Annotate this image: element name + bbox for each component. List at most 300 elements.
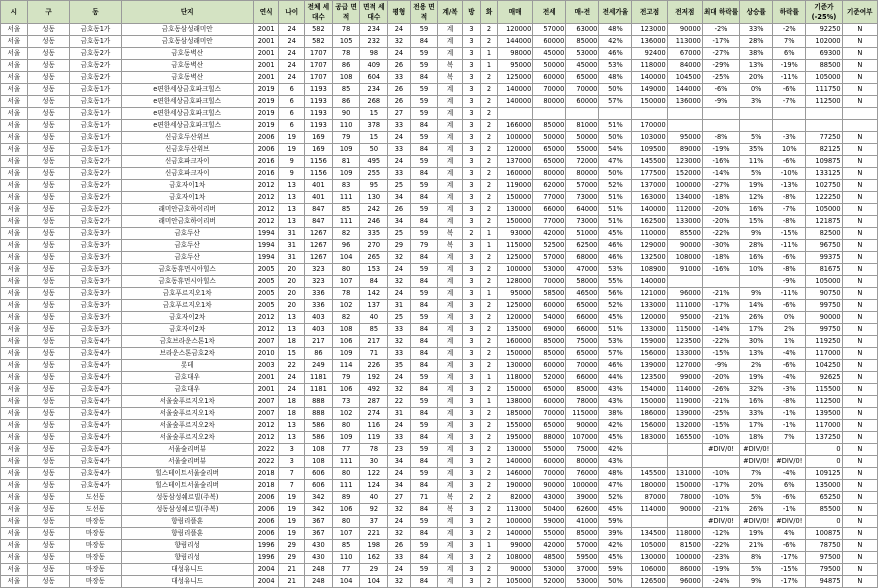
table-cell[interactable]: 150000 xyxy=(498,216,533,228)
table-cell[interactable]: 1156 xyxy=(305,168,333,180)
table-cell[interactable]: 2 xyxy=(481,516,498,528)
table-cell[interactable]: 77 xyxy=(332,564,360,576)
table-cell[interactable]: -26% xyxy=(702,384,739,396)
table-cell[interactable]: 96 xyxy=(332,240,360,252)
table-cell[interactable]: 성동 xyxy=(27,96,70,108)
table-cell[interactable]: 금호동2가 xyxy=(70,72,121,84)
table-cell[interactable]: 65000 xyxy=(533,144,566,156)
table-cell[interactable]: 47000 xyxy=(566,264,599,276)
table-cell[interactable]: 33% xyxy=(740,408,773,420)
table-cell[interactable]: 성동 xyxy=(27,48,70,60)
table-cell[interactable]: 102000 xyxy=(806,36,842,48)
table-cell[interactable]: 33 xyxy=(388,432,410,444)
table-cell[interactable]: 3 xyxy=(462,408,480,420)
table-cell[interactable]: 서울숲푸르지오1차 xyxy=(121,408,253,420)
table-cell[interactable]: 계 xyxy=(438,408,463,420)
table-cell[interactable]: 계 xyxy=(438,576,463,588)
table-cell[interactable] xyxy=(806,120,842,132)
table-cell[interactable]: 16% xyxy=(740,252,773,264)
table-cell[interactable]: 금호동4가 xyxy=(70,360,121,372)
table-cell[interactable]: 59 xyxy=(410,468,438,480)
table-cell[interactable]: 2 xyxy=(481,264,498,276)
table-cell[interactable]: N xyxy=(842,96,877,108)
table-cell[interactable]: 서울 xyxy=(1,180,28,192)
table-cell[interactable]: 97500 xyxy=(806,552,842,564)
table-cell[interactable]: 57000 xyxy=(566,180,599,192)
table-cell[interactable]: -17% xyxy=(773,576,806,588)
table-cell[interactable]: 430 xyxy=(305,540,333,552)
table-cell[interactable]: 79 xyxy=(332,372,360,384)
table-cell[interactable]: 서울 xyxy=(1,228,28,240)
table-cell[interactable]: 1707 xyxy=(305,72,333,84)
table-cell[interactable]: N xyxy=(842,564,877,576)
table-cell[interactable]: 19% xyxy=(740,528,773,540)
table-cell[interactable]: 78000 xyxy=(566,396,599,408)
table-cell[interactable]: 32% xyxy=(740,384,773,396)
table-cell[interactable]: 성동 xyxy=(27,444,70,456)
table-cell[interactable]: 계 xyxy=(438,144,463,156)
table-cell[interactable]: 52000 xyxy=(533,372,566,384)
table-cell[interactable]: 2 xyxy=(481,480,498,492)
table-cell[interactable]: 2% xyxy=(773,324,806,336)
table-cell[interactable]: 13% xyxy=(740,348,773,360)
table-cell[interactable]: N xyxy=(842,408,877,420)
table-cell[interactable]: 37000 xyxy=(566,564,599,576)
table-cell[interactable]: 92 xyxy=(360,504,388,516)
table-cell[interactable] xyxy=(702,456,739,468)
table-cell[interactable]: -21% xyxy=(702,504,739,516)
table-cell[interactable]: 26% xyxy=(740,312,773,324)
table-cell[interactable]: 90000 xyxy=(533,480,566,492)
table-cell[interactable]: 70000 xyxy=(533,84,566,96)
table-cell[interactable]: 성동 xyxy=(27,492,70,504)
table-cell[interactable]: 47% xyxy=(599,156,632,168)
table-cell[interactable]: 62600 xyxy=(566,504,599,516)
table-cell[interactable]: 115000 xyxy=(667,324,702,336)
table-cell[interactable]: 140000 xyxy=(498,84,533,96)
table-cell[interactable]: 계 xyxy=(438,528,463,540)
table-cell[interactable]: 104 xyxy=(332,252,360,264)
table-cell[interactable]: 105 xyxy=(332,36,360,48)
table-cell[interactable]: 95000 xyxy=(498,288,533,300)
table-cell[interactable]: 109 xyxy=(332,348,360,360)
table-cell[interactable]: 3 xyxy=(462,192,480,204)
table-cell[interactable]: 106000 xyxy=(632,564,667,576)
table-cell[interactable]: 3 xyxy=(462,264,480,276)
table-cell[interactable]: 계 xyxy=(438,168,463,180)
table-cell[interactable]: 217 xyxy=(360,336,388,348)
table-cell[interactable]: 29 xyxy=(279,540,305,552)
table-cell[interactable]: 53% xyxy=(599,60,632,72)
table-cell[interactable]: 133000 xyxy=(667,216,702,228)
table-cell[interactable]: 금호동1가 xyxy=(70,96,121,108)
table-cell[interactable]: 래미안금호하이리버 xyxy=(121,204,253,216)
table-cell[interactable]: 111 xyxy=(332,456,360,468)
table-cell[interactable]: 금호푸르지오1차 xyxy=(121,300,253,312)
table-cell[interactable]: 52% xyxy=(599,180,632,192)
table-cell[interactable]: 서울 xyxy=(1,516,28,528)
table-cell[interactable]: 신금호두산위브 xyxy=(121,132,253,144)
table-cell[interactable]: 금호브라운스톤1차 xyxy=(121,336,253,348)
table-cell[interactable]: N xyxy=(842,336,877,348)
table-cell[interactable] xyxy=(667,120,702,132)
table-cell[interactable]: N xyxy=(842,516,877,528)
table-cell[interactable]: 847 xyxy=(305,216,333,228)
table-cell[interactable]: 서울 xyxy=(1,492,28,504)
table-cell[interactable]: 서울 xyxy=(1,84,28,96)
table-cell[interactable]: 111 xyxy=(332,192,360,204)
table-cell[interactable]: 2001 xyxy=(253,36,279,48)
table-cell[interactable]: 111 xyxy=(332,216,360,228)
table-cell[interactable]: 34 xyxy=(388,192,410,204)
table-cell[interactable]: 계 xyxy=(438,540,463,552)
table-cell[interactable]: 105000 xyxy=(806,276,842,288)
table-cell[interactable]: 66000 xyxy=(566,324,599,336)
table-cell[interactable]: -4% xyxy=(773,372,806,384)
table-cell[interactable]: 39% xyxy=(599,528,632,540)
table-cell[interactable]: 342 xyxy=(305,492,333,504)
table-cell[interactable]: 130000 xyxy=(498,204,533,216)
table-cell[interactable]: 1267 xyxy=(305,252,333,264)
table-cell[interactable]: 110 xyxy=(332,120,360,132)
table-cell[interactable]: -4% xyxy=(773,348,806,360)
table-cell[interactable]: 금호동삼성래미안 xyxy=(121,36,253,48)
table-cell[interactable]: e편한세상금호파크힐스 xyxy=(121,120,253,132)
table-cell[interactable]: 24 xyxy=(388,516,410,528)
table-cell[interactable]: -1% xyxy=(773,504,806,516)
table-cell[interactable]: 221 xyxy=(360,528,388,540)
table-cell[interactable]: 59 xyxy=(410,180,438,192)
table-cell[interactable]: 96000 xyxy=(667,576,702,588)
header-cell[interactable]: 전고점 xyxy=(632,1,667,24)
table-cell[interactable]: 1181 xyxy=(305,384,333,396)
table-cell[interactable]: 75000 xyxy=(566,444,599,456)
table-cell[interactable]: 3 xyxy=(462,312,480,324)
table-cell[interactable]: 계 xyxy=(438,264,463,276)
table-cell[interactable]: -7% xyxy=(773,96,806,108)
table-cell[interactable]: 28% xyxy=(740,36,773,48)
table-cell[interactable]: 3 xyxy=(462,432,480,444)
table-cell[interactable]: 계 xyxy=(438,480,463,492)
table-cell[interactable]: 42% xyxy=(599,540,632,552)
table-cell[interactable]: 114000 xyxy=(632,504,667,516)
table-cell[interactable]: 84 xyxy=(410,36,438,48)
table-cell[interactable]: 120000 xyxy=(632,312,667,324)
table-cell[interactable]: 성동 xyxy=(27,408,70,420)
table-cell[interactable]: 성동 xyxy=(27,24,70,36)
table-cell[interactable]: 96000 xyxy=(667,288,702,300)
table-cell[interactable]: 금호동4가 xyxy=(70,396,121,408)
table-cell[interactable]: 1 xyxy=(481,540,498,552)
table-cell[interactable]: 132000 xyxy=(667,420,702,432)
table-cell[interactable]: 270 xyxy=(360,240,388,252)
table-cell[interactable]: 249 xyxy=(305,360,333,372)
table-cell[interactable]: 80 xyxy=(332,468,360,480)
table-cell[interactable]: 24 xyxy=(388,264,410,276)
table-cell[interactable]: 68000 xyxy=(566,252,599,264)
table-cell[interactable]: 42000 xyxy=(533,540,566,552)
table-cell[interactable]: 59 xyxy=(410,420,438,432)
table-cell[interactable]: 6 xyxy=(279,108,305,120)
table-cell[interactable]: 55000 xyxy=(533,528,566,540)
table-cell[interactable]: 19 xyxy=(279,528,305,540)
table-cell[interactable]: 41000 xyxy=(566,516,599,528)
table-cell[interactable]: 69000 xyxy=(533,324,566,336)
table-cell[interactable]: 59 xyxy=(410,444,438,456)
table-cell[interactable]: 계 xyxy=(438,336,463,348)
table-cell[interactable]: 133000 xyxy=(632,324,667,336)
table-cell[interactable]: 59 xyxy=(410,228,438,240)
table-cell[interactable]: 성동 xyxy=(27,384,70,396)
table-cell[interactable]: 90750 xyxy=(806,288,842,300)
table-cell[interactable]: 13 xyxy=(279,432,305,444)
table-cell[interactable]: 105000 xyxy=(806,72,842,84)
table-cell[interactable]: 3 xyxy=(462,360,480,372)
table-cell[interactable] xyxy=(667,444,702,456)
table-cell[interactable]: 2001 xyxy=(253,384,279,396)
table-cell[interactable]: 2 xyxy=(481,528,498,540)
table-cell[interactable]: 계 xyxy=(438,312,463,324)
table-cell[interactable]: 9 xyxy=(279,156,305,168)
table-cell[interactable]: 38% xyxy=(599,408,632,420)
table-cell[interactable]: -1% xyxy=(773,420,806,432)
table-cell[interactable]: 금호동1가 xyxy=(70,108,121,120)
table-cell[interactable]: 21 xyxy=(279,576,305,588)
table-cell[interactable]: 99375 xyxy=(806,252,842,264)
table-cell[interactable]: 3 xyxy=(462,540,480,552)
table-cell[interactable]: 246 xyxy=(360,216,388,228)
table-cell[interactable]: 2010 xyxy=(253,348,279,360)
table-cell[interactable]: 5% xyxy=(740,132,773,144)
table-cell[interactable]: 24 xyxy=(279,36,305,48)
table-cell[interactable]: 3 xyxy=(462,516,480,528)
table-cell[interactable]: 150000 xyxy=(498,348,533,360)
table-cell[interactable]: 금호대우 xyxy=(121,384,253,396)
table-cell[interactable]: 0% xyxy=(740,84,773,96)
table-cell[interactable]: 23 xyxy=(388,444,410,456)
table-cell[interactable]: 2 xyxy=(481,72,498,84)
table-cell[interactable]: 1156 xyxy=(305,156,333,168)
table-cell[interactable]: 금호자이2차 xyxy=(121,312,253,324)
table-cell[interactable]: 2 xyxy=(481,492,498,504)
table-cell[interactable]: 52000 xyxy=(533,576,566,588)
table-cell[interactable]: N xyxy=(842,192,877,204)
table-cell[interactable]: 성동삼성쉐르빌(주복) xyxy=(121,492,253,504)
table-cell[interactable]: 계 xyxy=(438,120,463,132)
table-cell[interactable]: 107 xyxy=(332,276,360,288)
table-cell[interactable]: -6% xyxy=(773,84,806,96)
table-cell[interactable]: 84 xyxy=(410,216,438,228)
table-cell[interactable]: 119000 xyxy=(498,180,533,192)
table-cell[interactable]: 130000 xyxy=(498,444,533,456)
table-cell[interactable]: 성동 xyxy=(27,132,70,144)
table-cell[interactable]: 79 xyxy=(332,132,360,144)
table-cell[interactable]: 33 xyxy=(388,324,410,336)
table-cell[interactable]: 금호동4가 xyxy=(70,336,121,348)
table-cell[interactable]: 150000 xyxy=(667,480,702,492)
table-cell[interactable]: 118000 xyxy=(632,60,667,72)
table-cell[interactable]: 1 xyxy=(481,372,498,384)
table-cell[interactable]: 162 xyxy=(360,552,388,564)
table-cell[interactable]: 59 xyxy=(410,288,438,300)
table-cell[interactable]: 2 xyxy=(481,384,498,396)
table-cell[interactable]: 69300 xyxy=(806,48,842,60)
table-cell[interactable] xyxy=(632,516,667,528)
table-cell[interactable]: -27% xyxy=(702,180,739,192)
table-cell[interactable]: -17% xyxy=(773,552,806,564)
table-cell[interactable]: 38% xyxy=(740,48,773,60)
table-cell[interactable]: 336 xyxy=(305,288,333,300)
table-cell[interactable]: 1994 xyxy=(253,240,279,252)
table-cell[interactable]: 35% xyxy=(740,144,773,156)
table-cell[interactable]: 성동 xyxy=(27,300,70,312)
table-cell[interactable]: 53% xyxy=(599,264,632,276)
table-cell[interactable]: 132500 xyxy=(632,252,667,264)
table-cell[interactable]: 금호동벽산 xyxy=(121,60,253,72)
table-cell[interactable]: 계 xyxy=(438,24,463,36)
table-cell[interactable]: 82500 xyxy=(806,228,842,240)
table-cell[interactable]: 금호동4가 xyxy=(70,408,121,420)
table-cell[interactable]: 20 xyxy=(279,300,305,312)
table-cell[interactable]: 90000 xyxy=(667,24,702,36)
table-cell[interactable]: N xyxy=(842,360,877,372)
table-cell[interactable]: 43% xyxy=(599,396,632,408)
table-cell[interactable]: 서울 xyxy=(1,144,28,156)
table-cell[interactable]: 134000 xyxy=(667,192,702,204)
table-cell[interactable]: 14% xyxy=(740,300,773,312)
table-cell[interactable]: 140000 xyxy=(498,96,533,108)
table-cell[interactable]: N xyxy=(842,144,877,156)
table-cell[interactable]: 39000 xyxy=(566,492,599,504)
table-cell[interactable]: #DIV/0! xyxy=(702,516,739,528)
table-cell[interactable]: 2 xyxy=(481,180,498,192)
table-cell[interactable] xyxy=(533,108,566,120)
table-cell[interactable]: 금호동벽산 xyxy=(121,72,253,84)
table-cell[interactable]: 114 xyxy=(332,360,360,372)
table-cell[interactable]: 92625 xyxy=(806,372,842,384)
table-cell[interactable]: 9 xyxy=(279,168,305,180)
table-cell[interactable]: 3 xyxy=(462,96,480,108)
table-cell[interactable]: 106 xyxy=(332,504,360,516)
table-cell[interactable]: 서울 xyxy=(1,24,28,36)
table-cell[interactable]: 성동 xyxy=(27,252,70,264)
table-cell[interactable]: 2 xyxy=(481,168,498,180)
table-cell[interactable]: 금호동4가 xyxy=(70,432,121,444)
table-cell[interactable]: 성동 xyxy=(27,72,70,84)
table-cell[interactable]: 금호동2가 xyxy=(70,48,121,60)
table-cell[interactable]: 서울숲리버뷰 xyxy=(121,444,253,456)
table-cell[interactable]: 100000 xyxy=(667,180,702,192)
table-cell[interactable]: 1994 xyxy=(253,228,279,240)
table-cell[interactable] xyxy=(702,276,739,288)
table-cell[interactable]: 90000 xyxy=(566,420,599,432)
table-cell[interactable]: 31 xyxy=(279,228,305,240)
table-cell[interactable]: 2 xyxy=(481,204,498,216)
table-cell[interactable]: -8% xyxy=(773,216,806,228)
table-cell[interactable]: 신금호파크자이 xyxy=(121,156,253,168)
table-cell[interactable]: -20% xyxy=(702,216,739,228)
table-cell[interactable]: 32 xyxy=(388,276,410,288)
table-cell[interactable]: 성동 xyxy=(27,504,70,516)
table-cell[interactable]: 139000 xyxy=(667,408,702,420)
table-cell[interactable]: 150000 xyxy=(498,192,533,204)
table-cell[interactable]: 서울 xyxy=(1,120,28,132)
table-cell[interactable]: 102 xyxy=(332,408,360,420)
table-cell[interactable]: 서울 xyxy=(1,468,28,480)
table-cell[interactable]: 서울 xyxy=(1,60,28,72)
table-cell[interactable]: 3 xyxy=(462,564,480,576)
table-cell[interactable]: -10% xyxy=(702,468,739,480)
table-cell[interactable]: 성동 xyxy=(27,480,70,492)
table-cell[interactable]: 80000 xyxy=(566,456,599,468)
table-cell[interactable]: 26 xyxy=(388,60,410,72)
table-cell[interactable]: 2005 xyxy=(253,264,279,276)
table-cell[interactable]: 84 xyxy=(410,408,438,420)
table-cell[interactable]: 51% xyxy=(599,192,632,204)
table-cell[interactable]: 2012 xyxy=(253,432,279,444)
table-cell[interactable]: #DIV/0! xyxy=(773,456,806,468)
table-cell[interactable]: 26 xyxy=(388,84,410,96)
table-cell[interactable]: 성동 xyxy=(27,156,70,168)
table-cell[interactable]: -4% xyxy=(773,468,806,480)
table-cell[interactable]: 4% xyxy=(773,528,806,540)
table-cell[interactable]: 60000 xyxy=(533,456,566,468)
table-cell[interactable]: 1707 xyxy=(305,60,333,72)
table-cell[interactable]: 60000 xyxy=(533,72,566,84)
table-cell[interactable] xyxy=(632,444,667,456)
table-cell[interactable]: 86 xyxy=(305,348,333,360)
table-cell[interactable]: 계 xyxy=(438,276,463,288)
table-cell[interactable]: -15% xyxy=(702,348,739,360)
table-cell[interactable]: 26% xyxy=(740,504,773,516)
table-cell[interactable]: 서울 xyxy=(1,216,28,228)
table-cell[interactable]: 향림리플훈 xyxy=(121,516,253,528)
table-cell[interactable]: 54000 xyxy=(533,312,566,324)
header-cell[interactable]: 매매 xyxy=(498,1,533,24)
table-cell[interactable]: 금호동2가 xyxy=(70,168,121,180)
table-cell[interactable]: 84 xyxy=(410,120,438,132)
table-cell[interactable]: 70000 xyxy=(533,408,566,420)
table-cell[interactable]: 금호동3가 xyxy=(70,300,121,312)
table-cell[interactable]: 95000 xyxy=(498,60,533,72)
table-cell[interactable]: -20% xyxy=(702,204,739,216)
table-cell[interactable]: 127000 xyxy=(667,360,702,372)
table-cell[interactable]: 125000 xyxy=(498,300,533,312)
table-cell[interactable]: -1% xyxy=(773,408,806,420)
table-cell[interactable]: 84 xyxy=(410,72,438,84)
table-cell[interactable] xyxy=(806,108,842,120)
table-cell[interactable] xyxy=(740,120,773,132)
table-cell[interactable]: 2016 xyxy=(253,168,279,180)
table-cell[interactable]: 성동 xyxy=(27,60,70,72)
table-cell[interactable]: 99750 xyxy=(806,324,842,336)
table-cell[interactable]: 62000 xyxy=(533,180,566,192)
table-cell[interactable]: 163000 xyxy=(632,192,667,204)
table-cell[interactable] xyxy=(667,276,702,288)
table-cell[interactable]: 59 xyxy=(410,564,438,576)
table-cell[interactable]: N xyxy=(842,576,877,588)
table-cell[interactable]: 58500 xyxy=(533,288,566,300)
table-cell[interactable]: 45% xyxy=(599,312,632,324)
table-cell[interactable]: 84 xyxy=(410,348,438,360)
table-cell[interactable]: 80 xyxy=(332,264,360,276)
table-cell[interactable]: 2012 xyxy=(253,204,279,216)
header-cell[interactable]: 화 xyxy=(481,1,498,24)
table-cell[interactable]: 160000 xyxy=(498,336,533,348)
table-cell[interactable]: 서울 xyxy=(1,252,28,264)
table-cell[interactable]: 58000 xyxy=(566,276,599,288)
table-cell[interactable]: 7 xyxy=(279,468,305,480)
